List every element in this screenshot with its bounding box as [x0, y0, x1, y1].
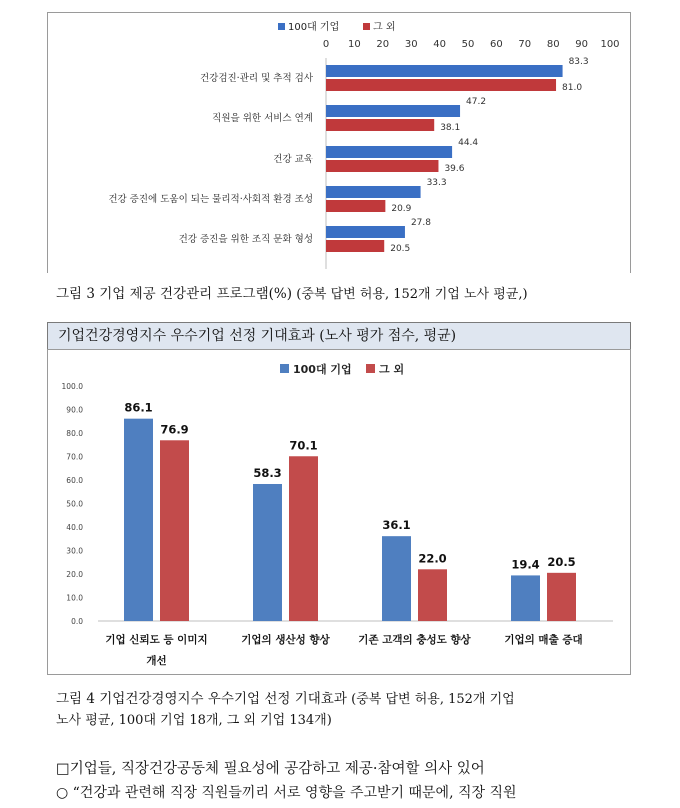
figure-3-horizontal-bar-chart: [48, 13, 630, 272]
chart1-legend: [278, 20, 396, 33]
chart2-value-label-series-2: 22.0: [418, 551, 447, 566]
figure-3-caption-main: 그림 3 기업 제공 건강관리 프로그램(%): [56, 286, 292, 302]
chart2-value-label-series-1: 58.3: [253, 465, 282, 480]
chart2-value-label-series-1: 19.4: [511, 557, 540, 572]
chart2-category-label: 개선: [146, 655, 167, 667]
chart2-y-tick-label: 90.0: [66, 405, 83, 415]
figure-4-caption-main: 그림 4 기업건강경영지수 우수기업 선정 기대효과: [56, 691, 347, 707]
figure-3-caption-note: (중복 답변 허용, 152개 기업 노사 평균,): [296, 287, 528, 302]
chart1-value-label-series-1: 47.2: [466, 97, 487, 107]
figure-4-box-title: 기업건강경영지수 우수기업 선정 기대효과 (노사 평가 점수, 평균): [47, 322, 631, 350]
chart2-value-label-series-2: 70.1: [289, 438, 318, 453]
chart1-bar-series-1: [326, 105, 460, 117]
chart1-x-tick-label: 10: [348, 39, 361, 50]
chart1-x-tick-label: 30: [404, 39, 418, 50]
chart1-bar-series-1: [326, 146, 452, 158]
chart2-bar-series-1: [382, 536, 411, 621]
chart1-x-tick-label: 40: [433, 39, 446, 50]
chart2-y-tick-label: 40.0: [66, 523, 83, 532]
chart1-bar-series-2: [326, 79, 556, 91]
chart1-bar-series-1: [326, 65, 563, 77]
figure-4-caption-note-2: 노사 평균, 100대 기업 18개, 그 외 기업 134개): [56, 713, 332, 728]
chart2-legend-swatch-2: [366, 364, 375, 373]
chart2-category-label: 기존 고객의 충성도 향상: [358, 634, 471, 646]
chart1-legend-swatch-2: [363, 23, 370, 30]
chart1-bar-series-2: [326, 240, 384, 252]
chart1-x-tick-label: 0: [322, 39, 330, 50]
chart2-y-tick-label: 100.0: [61, 382, 83, 391]
chart1-value-label-series-2: 81.0: [562, 83, 583, 93]
chart2-bar-series-2: [547, 573, 576, 621]
chart2-bar-series-2: [418, 569, 447, 621]
chart2-y-tick-label: 50.0: [66, 499, 83, 509]
chart2-value-label-series-2: 76.9: [160, 422, 189, 437]
chart1-category-label: 건강검진·관리 및 추적 검사: [199, 73, 313, 84]
chart1-value-label-series-2: 20.9: [391, 204, 412, 214]
section-heading: □기업들, 직장건강공동체 필요성에 공감하고 제공·참여할 의사 있어: [56, 761, 485, 777]
chart2-value-label-series-1: 86.1: [124, 400, 153, 415]
chart2-bar-series-2: [289, 456, 318, 621]
chart1-value-label-series-2: 39.6: [444, 164, 465, 174]
chart2-value-label-series-1: 36.1: [382, 518, 411, 533]
chart1-x-tick-label: 90: [575, 39, 588, 50]
chart1-bar-series-2: [326, 119, 434, 131]
chart2-legend-swatch-1: [280, 364, 289, 373]
chart1-x-tick-label: 60: [490, 39, 503, 50]
figure-4-caption: [56, 687, 515, 707]
chart1-value-label-series-2: 20.5: [390, 244, 411, 254]
chart2-category-label: 기업의 매출 증대: [504, 634, 583, 646]
chart2-value-label-series-2: 20.5: [547, 554, 576, 569]
figure-4-caption-note-1: (중복 답변 허용, 152개 기업: [351, 692, 515, 707]
chart1-category-label: 직원을 위한 서비스 연계: [212, 113, 313, 124]
figure-4-vertical-bar-chart: [48, 350, 630, 674]
chart1-value-label-series-1: 44.4: [458, 138, 479, 148]
chart1-bar-series-2: [326, 160, 438, 172]
chart2-y-tick-label: 0.0: [71, 617, 83, 626]
chart1-x-tick-label: 80: [546, 39, 560, 50]
chart2-category-label: 기업 신뢰도 등 이미지: [105, 634, 208, 646]
chart1-legend-swatch-1: [278, 23, 285, 30]
chart2-y-tick-label: 30.0: [66, 546, 83, 556]
figure-3-caption: [56, 282, 528, 302]
chart2-y-tick-label: 20.0: [66, 570, 83, 579]
chart1-category-label: 건강 증진에 도움이 되는 물리적·사회적 환경 조성: [108, 194, 313, 205]
chart1-category-label: 건강 교육: [273, 154, 313, 165]
chart1-bar-series-2: [326, 200, 385, 212]
chart2-y-tick-label: 10.0: [66, 593, 83, 603]
chart2-category-label: 기업의 생산성 향상: [241, 634, 330, 646]
chart1-value-label-series-2: 38.1: [440, 123, 461, 133]
chart1-legend-label-2: 그 외: [373, 22, 396, 33]
chart2-legend: [280, 362, 404, 376]
chart1-legend-label-1: 100대 기업: [288, 22, 340, 33]
figure-4-panel: [47, 349, 631, 675]
chart2-y-tick-label: 60.0: [66, 476, 83, 485]
chart2-y-tick-label: 70.0: [66, 452, 83, 462]
chart1-value-label-series-1: 33.3: [426, 178, 447, 188]
chart2-y-tick-label: 80.0: [66, 429, 83, 438]
chart1-bar-series-1: [326, 186, 421, 198]
chart1-category-label: 건강 증진을 위한 조직 문화 형성: [178, 234, 313, 245]
chart1-value-label-series-1: 83.3: [568, 57, 589, 67]
chart2-bar-series-1: [124, 419, 153, 621]
chart2-legend-label-1: 100대 기업: [293, 363, 352, 376]
chart1-bar-series-1: [326, 226, 405, 238]
chart1-x-tick-label: 50: [461, 39, 475, 50]
figure-3-panel: [47, 12, 631, 273]
body-text-line: ○ “건강과 관련해 직장 직원들끼리 서로 영향을 주고받기 때문에, 직장 직원: [56, 785, 517, 801]
chart2-bar-series-2: [160, 440, 189, 621]
chart1-x-tick-label: 70: [518, 39, 532, 50]
chart2-bar-series-1: [253, 484, 282, 621]
chart1-x-tick-label: 100: [600, 39, 620, 50]
chart2-bar-series-1: [511, 575, 540, 621]
chart1-value-label-series-1: 27.8: [410, 218, 431, 228]
chart2-legend-label-2: 그 외: [379, 363, 405, 376]
chart1-x-tick-label: 20: [376, 39, 390, 50]
